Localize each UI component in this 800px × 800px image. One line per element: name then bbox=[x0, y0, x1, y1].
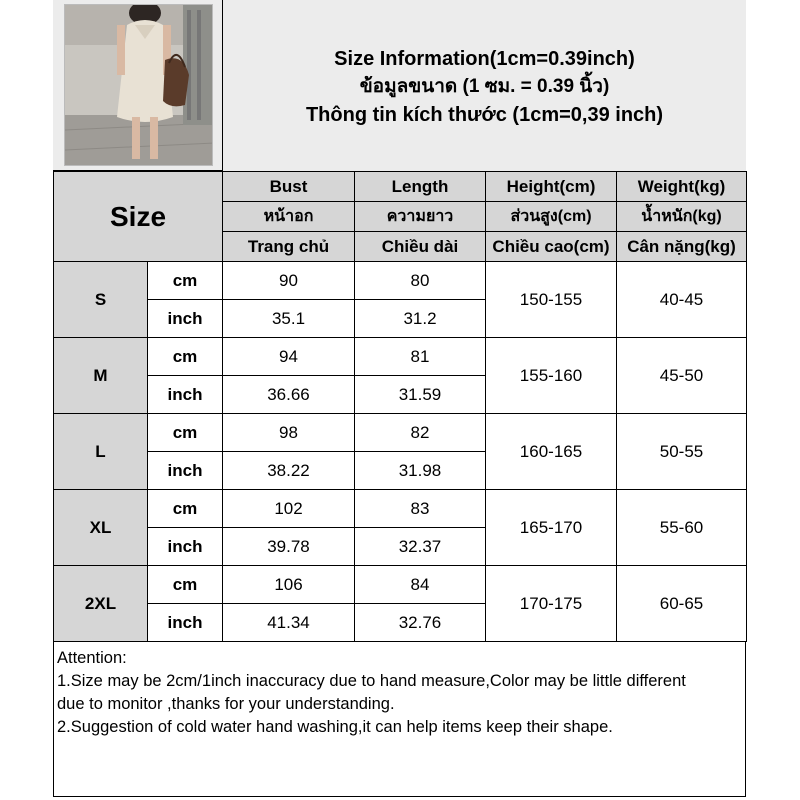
attention-line-1: 1.Size may be 2cm/1inch inaccuracy due to hand measure,Color may be little different bbox=[57, 672, 686, 690]
unit-cm: cm bbox=[148, 262, 223, 300]
attention-note bbox=[53, 645, 746, 797]
attention-line-3: 2.Suggestion of cold water hand washing,it can help items keep their shape. bbox=[57, 718, 613, 736]
length-inch-value: 32.76 bbox=[355, 604, 486, 642]
length-inch-value: 31.2 bbox=[355, 300, 486, 338]
unit-cm: cm bbox=[148, 566, 223, 604]
unit-inch: inch bbox=[148, 528, 223, 566]
table-row bbox=[54, 566, 747, 604]
title-english: Size Information(1cm=0.39inch) bbox=[334, 47, 635, 70]
bust-cm-value: 106 bbox=[223, 566, 355, 604]
height-value: 155-160 bbox=[486, 338, 617, 414]
weight-value: 40-45 bbox=[617, 262, 747, 338]
title-box bbox=[222, 0, 746, 171]
length-inch-value: 31.59 bbox=[355, 376, 486, 414]
col-header-bust-vi: Trang chủ bbox=[223, 232, 355, 262]
title-thai: ข้อมูลขนาด (1 ซม. = 0.39 นิ้ว) bbox=[359, 75, 610, 97]
size-label: 2XL bbox=[54, 566, 148, 642]
size-header: Size bbox=[54, 172, 223, 262]
col-header-height-vi: Chiều cao(cm) bbox=[486, 232, 617, 262]
table-row bbox=[54, 490, 747, 528]
unit-inch: inch bbox=[148, 452, 223, 490]
col-header-length-thai: ความยาว bbox=[355, 202, 486, 232]
size-label: L bbox=[54, 414, 148, 490]
height-value: 165-170 bbox=[486, 490, 617, 566]
col-header-weight-thai: น้ำหนัก(kg) bbox=[617, 202, 747, 232]
weight-value: 45-50 bbox=[617, 338, 747, 414]
bust-cm-value: 90 bbox=[223, 262, 355, 300]
unit-inch: inch bbox=[148, 376, 223, 414]
size-label: M bbox=[54, 338, 148, 414]
col-header-weight-vi: Cân nặng(kg) bbox=[617, 232, 747, 262]
length-cm-value: 80 bbox=[355, 262, 486, 300]
table-row bbox=[54, 262, 747, 300]
length-inch-value: 32.37 bbox=[355, 528, 486, 566]
size-label: S bbox=[54, 262, 148, 338]
bust-inch-value: 35.1 bbox=[223, 300, 355, 338]
unit-inch: inch bbox=[148, 300, 223, 338]
height-value: 160-165 bbox=[486, 414, 617, 490]
length-cm-value: 83 bbox=[355, 490, 486, 528]
weight-value: 60-65 bbox=[617, 566, 747, 642]
col-header-weight: Weight(kg) bbox=[617, 172, 747, 202]
col-header-length: Length bbox=[355, 172, 486, 202]
attention-line-2: due to monitor ,thanks for your understanding. bbox=[57, 695, 395, 713]
col-header-length-vi: Chiều dài bbox=[355, 232, 486, 262]
col-header-bust: Bust bbox=[223, 172, 355, 202]
bust-cm-value: 94 bbox=[223, 338, 355, 376]
header-row-english bbox=[54, 172, 747, 202]
length-inch-value: 31.98 bbox=[355, 452, 486, 490]
bust-inch-value: 38.22 bbox=[223, 452, 355, 490]
size-table bbox=[53, 171, 747, 642]
length-cm-value: 84 bbox=[355, 566, 486, 604]
col-header-height: Height(cm) bbox=[486, 172, 617, 202]
col-header-bust-thai: หน้าอก bbox=[223, 202, 355, 232]
title-vietnamese: Thông tin kích thước (1cm=0,39 inch) bbox=[305, 103, 664, 126]
size-label: XL bbox=[54, 490, 148, 566]
height-value: 150-155 bbox=[486, 262, 617, 338]
length-cm-value: 81 bbox=[355, 338, 486, 376]
bust-cm-value: 98 bbox=[223, 414, 355, 452]
weight-value: 50-55 bbox=[617, 414, 747, 490]
unit-cm: cm bbox=[148, 414, 223, 452]
unit-cm: cm bbox=[148, 338, 223, 376]
model-photo-illustration bbox=[65, 5, 213, 166]
attention-heading: Attention: bbox=[57, 649, 127, 667]
weight-value: 55-60 bbox=[617, 490, 747, 566]
bust-cm-value: 102 bbox=[223, 490, 355, 528]
bust-inch-value: 36.66 bbox=[223, 376, 355, 414]
table-row bbox=[54, 414, 747, 452]
product-photo bbox=[64, 4, 213, 166]
length-cm-value: 82 bbox=[355, 414, 486, 452]
col-header-height-thai: ส่วนสูง(cm) bbox=[486, 202, 617, 232]
unit-cm: cm bbox=[148, 490, 223, 528]
unit-inch: inch bbox=[148, 604, 223, 642]
table-row bbox=[54, 338, 747, 376]
bust-inch-value: 39.78 bbox=[223, 528, 355, 566]
bust-inch-value: 41.34 bbox=[223, 604, 355, 642]
height-value: 170-175 bbox=[486, 566, 617, 642]
